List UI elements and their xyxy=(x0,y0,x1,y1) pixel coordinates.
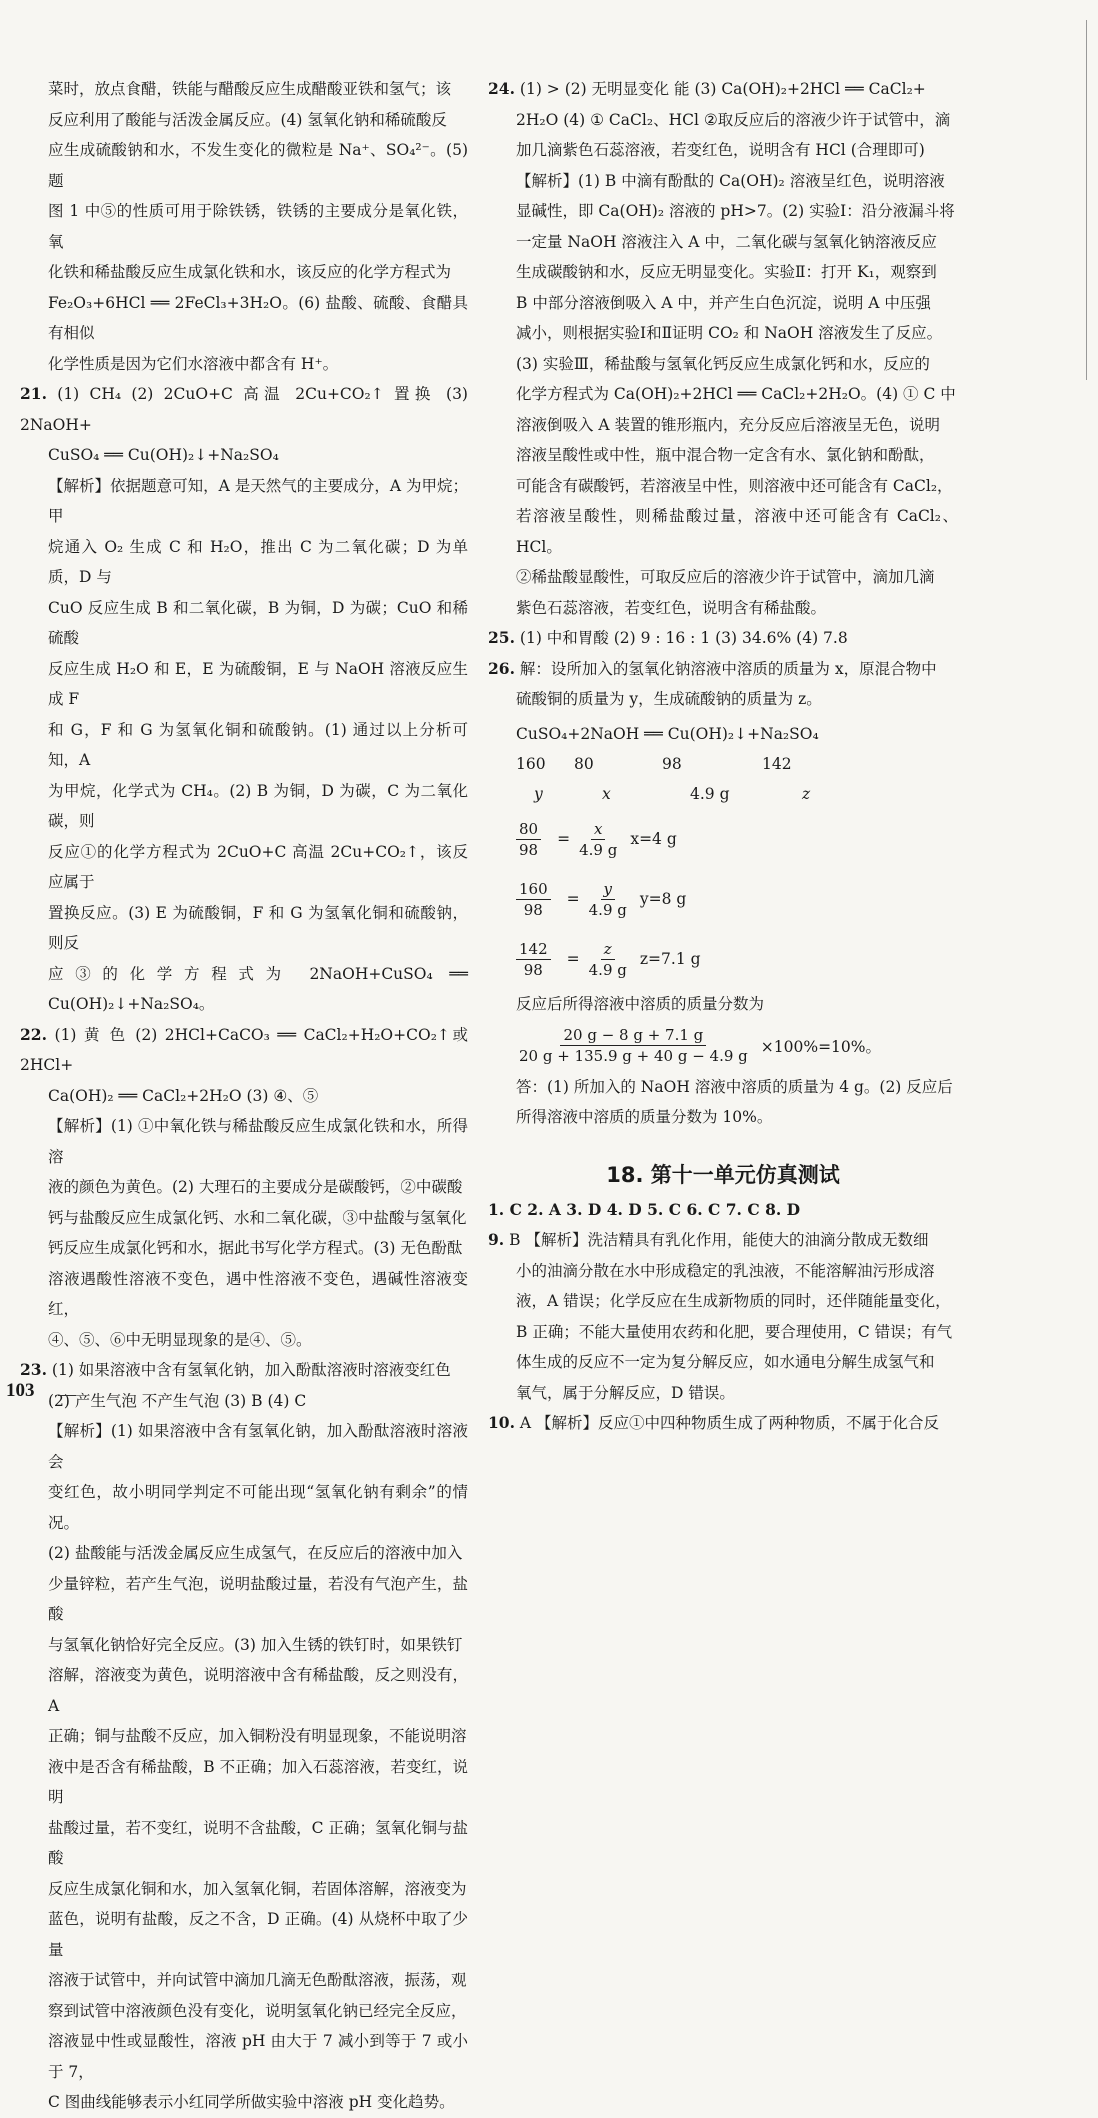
molar-mass: 98 xyxy=(662,755,682,773)
q26-molar-mass-row xyxy=(488,749,958,779)
q21-analysis-line: 烷通入 O₂ 生成 C 和 H₂O，推出 C 为二氧化碳；D 为单质，D 与 xyxy=(48,537,468,586)
q26-vars-row xyxy=(488,779,958,809)
q23-analysis-line: 溶液显中性或显酸性，溶液 pH 由大于 7 减小到等于 7 或小于 7， xyxy=(48,2032,468,2081)
q24-analysis-line: 显碱性，即 Ca(OH)₂ 溶液的 pH>7。(2) 实验Ⅰ：沿分液漏斗将 xyxy=(516,202,955,220)
q26-mass-fraction-intro: 反应后所得溶液中溶质的质量分数为 xyxy=(516,995,765,1013)
q23-analysis-line: 变红色，故小明同学判定不可能出现“氢氧化钠有剩余”的情况。 xyxy=(48,1483,468,1532)
unknown-var: y xyxy=(534,785,543,803)
fraction xyxy=(576,819,620,860)
page-edge-line xyxy=(1086,20,1087,380)
ratio-result: x=4 g xyxy=(630,830,677,848)
q24-analysis-line: B 中部分溶液倒吸入 A 中，并产生白色沉淀，说明 A 中压强 xyxy=(516,293,931,312)
q24-analysis-line: 紫色石蕊溶液，若变红色，说明含有稀盐酸。 xyxy=(516,598,827,617)
unknown-var: z xyxy=(802,785,811,803)
q21-answer-text: (1) CH₄ (2) 2CuO+C 高温 2Cu+CO₂↑ 置换 (3) 2NaOH+ xyxy=(20,385,468,434)
q22-analysis-line: ④、⑤、⑥中无明显现象的是④、⑤。 xyxy=(48,1330,312,1349)
q21-answer-cont: CuSO₄ ══ Cu(OH)₂↓+Na₂SO₄ xyxy=(48,446,279,464)
q21-analysis-line: 反应①的化学方程式为 2CuO+C 高温 2Cu+CO₂↑，该反应属于 xyxy=(48,842,468,891)
q24-number: 24. xyxy=(488,79,515,98)
q21-analysis-line: 为甲烷，化学式为 CH₄。(2) B 为铜，D 为碳，C 为二氧化碳，则 xyxy=(48,781,468,830)
q23-analysis-line: 蓝色，说明有盐酸，反之不含，D 正确。(4) 从烧杯中取了少量 xyxy=(48,1910,468,1959)
q9-text-line: 氧气，属于分解反应，D 错误。 xyxy=(516,1383,735,1402)
q22-answer-cont: Ca(OH)₂ ══ CaCl₂+2H₂O (3) ④、⑤ xyxy=(48,1086,319,1105)
unknown-var: 4.9 g xyxy=(690,785,730,803)
q26-ratio-y xyxy=(488,869,958,929)
q24-analysis-line: (3) 实验Ⅲ，稀盐酸与氢氧化钙反应生成氯化钙和水，反应的 xyxy=(516,354,930,373)
q26-ratio-x xyxy=(488,809,958,869)
q9-text-line: B 正确；不能大量使用农药和化肥，要合理使用，C 错误；有气 xyxy=(516,1322,953,1341)
page-number: 103 xyxy=(6,1380,35,1401)
q21-answer xyxy=(20,379,468,440)
text-line: 化学性质是因为它们水溶液中都含有 H⁺。 xyxy=(48,354,339,373)
q23-analysis-line: 反应生成氯化铜和水，加入氢氧化铜，若固体溶解，溶液变为 xyxy=(48,1879,467,1898)
molar-mass: 160 xyxy=(516,755,546,773)
molar-mass: 142 xyxy=(762,755,792,773)
q24-analysis-line: ②稀盐酸显酸性，可取反应后的溶液少许于试管中，滴加几滴 xyxy=(516,568,935,586)
numerator: y xyxy=(601,879,615,900)
q21-analysis-line: CuO 反应生成 B 和二氧化碳，B 为铜，D 为碳；CuO 和稀硫酸 xyxy=(48,598,468,647)
molar-mass: 80 xyxy=(574,755,594,773)
fraction xyxy=(586,939,630,980)
q23-analysis-line: 液中是否含有稀盐酸，B 不正确；加入石蕊溶液，若变红，说明 xyxy=(48,1757,468,1806)
numerator: x xyxy=(591,819,605,840)
fraction xyxy=(516,1025,751,1066)
q22-answer xyxy=(20,1020,468,1081)
q23-analysis-line: (2) 盐酸能与活泼金属反应生成氢气，在反应后的溶液中加入 xyxy=(48,1544,463,1562)
q24-answer-cont: 2H₂O (4) ① CaCl₂、HCl ②取反应后的溶液少许于试管中，滴 xyxy=(516,110,951,129)
text-line: 反应利用了酸能与活泼金属反应。(4) 氢氧化钠和稀硫酸反 xyxy=(48,110,447,129)
q24-analysis-line: 可能含有碳酸钙，若溶液呈中性，则溶液中还可能含有 CaCl₂， xyxy=(516,476,953,495)
mc-answers: 1. C 2. A 3. D 4. D 5. C 6. C 7. C 8. D xyxy=(488,1199,801,1219)
q9-answer xyxy=(488,1225,958,1256)
q23-number: 23. xyxy=(20,1360,47,1379)
q26-intro-text: 解：设所加入的氢氧化钠溶液中溶质的质量为 x，原混合物中 xyxy=(519,659,937,678)
q26-number: 26. xyxy=(488,658,515,678)
q23-answer-text: (1) 如果溶液中含有氢氧化钠，加入酚酞溶液时溶液变红色 xyxy=(51,1361,451,1379)
fraction xyxy=(516,939,551,980)
page-number-dash xyxy=(58,1395,76,1396)
numerator: 160 xyxy=(516,879,551,900)
numerator: 142 xyxy=(516,939,551,960)
q23-analysis-line: 【解析】(1) 如果溶液中含有氢氧化钠，加入酚酞溶液时溶液会 xyxy=(48,1422,468,1471)
q22-answer-text: (1) 黄 色 (2) 2HCl+CaCO₃ ══ CaCl₂+H₂O+CO₂↑或 2HCl+ xyxy=(20,1025,468,1074)
numerator: 20 g − 8 g + 7.1 g xyxy=(560,1025,706,1046)
q10-number: 10. xyxy=(488,1413,515,1432)
equals-sign: = xyxy=(557,830,571,848)
q24-answer xyxy=(488,74,958,105)
q22-analysis-line: 【解析】(1) ①中氧化铁与稀盐酸反应生成氯化铁和水，所得溶 xyxy=(48,1117,468,1166)
left-column xyxy=(20,74,468,2118)
text-line: 应生成硫酸钠和水，不发生变化的微粒是 Na⁺、SO₄²⁻。(5) 题 xyxy=(48,141,468,190)
denominator: 98 xyxy=(523,960,543,979)
q24-analysis-line: 化学方程式为 Ca(OH)₂+2HCl ══ CaCl₂+2H₂O。(4) ① C 中 xyxy=(516,385,956,403)
q21-analysis-line: 【解析】依据题意可知，A 是天然气的主要成分，A 为甲烷；甲 xyxy=(48,476,468,525)
ratio-result: y=8 g xyxy=(639,890,687,908)
equals-sign: = xyxy=(566,950,580,968)
q10-answer xyxy=(488,1408,958,1439)
q26-answer-line: 所得溶液中溶质的质量分数为 10%。 xyxy=(516,1108,773,1126)
q24-answer-cont: 加几滴紫色石蕊溶液，若变红色，说明含有 HCl (合理即可) xyxy=(516,141,925,159)
q26-intro-cont: 硫酸铜的质量为 y，生成硫酸钠的质量为 z。 xyxy=(516,690,822,708)
q24-analysis-line: 一定量 NaOH 溶液注入 A 中，二氧化碳与氢氧化钠溶液反应 xyxy=(516,232,937,251)
q21-analysis-line: 置换反应。(3) E 为硫酸铜，F 和 G 为氢氧化铜和硫酸钠，则反 xyxy=(48,903,468,952)
q24-analysis-line: 溶液倒吸入 A 装置的锥形瓶内，充分反应后溶液呈无色，说明 xyxy=(516,415,941,434)
q23-analysis-line: 盐酸过量，若不变红，说明不含盐酸，C 正确；氢氧化铜与盐酸 xyxy=(48,1818,468,1867)
q21-analysis-line: 应③的化学方程式为 2NaOH+CuSO₄ ══ Cu(OH)₂↓+Na₂SO₄。 xyxy=(48,964,468,1013)
equals-sign: = xyxy=(566,890,580,908)
final-result: ×100%=10%。 xyxy=(760,1037,882,1056)
q23-answer-cont: (2) 产生气泡 不产生气泡 (3) B (4) C xyxy=(48,1391,307,1410)
q21-analysis-line: 反应生成 H₂O 和 E，E 为硫酸铜，E 与 NaOH 溶液反应生成 F xyxy=(48,659,468,708)
q24-answer-text: (1) > (2) 无明显变化 能 (3) Ca(OH)₂+2HCl ══ CaCl₂+ xyxy=(519,80,926,98)
q21-number: 21. xyxy=(20,384,47,403)
q23-analysis-line: 正确；铜与盐酸不反应，加入铜粉没有明显现象，不能说明溶 xyxy=(48,1727,467,1745)
q25-number: 25. xyxy=(488,628,515,647)
q22-analysis-line: 溶液遇酸性溶液不变色，遇中性溶液不变色，遇碱性溶液变红， xyxy=(48,1269,468,1318)
q23-analysis-line: C 图曲线能够表示小红同学所做实验中溶液 pH 变化趋势。 xyxy=(48,2093,455,2111)
fraction xyxy=(586,879,630,920)
q25-answer xyxy=(488,623,958,654)
unknown-var: x xyxy=(602,785,611,803)
denominator: 4.9 g xyxy=(588,960,627,979)
section-title: 18. 第十一单元仿真测试 xyxy=(606,1162,840,1187)
q24-analysis-line: 生成碳酸钠和水，反应无明显变化。实验Ⅱ：打开 K₁，观察到 xyxy=(516,263,937,281)
q22-analysis-line: 钙反应生成氯化钙和水，据此书写化学方程式。(3) 无色酚酞 xyxy=(48,1239,463,1257)
q22-number: 22. xyxy=(20,1024,47,1044)
q26-equation: CuSO₄+2NaOH ══ Cu(OH)₂↓+Na₂SO₄ xyxy=(516,724,819,743)
q21-analysis-line: 和 G，F 和 G 为氢氧化铜和硫酸钠。(1) 通过以上分析可知，A xyxy=(48,720,468,769)
q22-analysis-line: 钙与盐酸反应生成氯化钙、水和二氧化碳，③中盐酸与氢氧化 xyxy=(48,1208,467,1227)
q23-analysis-line: 溶解，溶液变为黄色，说明溶液中含有稀盐酸，反之则没有，A xyxy=(48,1666,468,1715)
q24-analysis-line: 【解析】(1) B 中滴有酚酞的 Ca(OH)₂ 溶液呈红色，说明溶液 xyxy=(516,171,945,190)
text-line: 化铁和稀盐酸反应生成氯化铁和水，该反应的化学方程式为 xyxy=(48,263,452,281)
denominator: 4.9 g xyxy=(579,840,618,859)
q26-intro xyxy=(488,654,958,685)
q9-text-line: 液，A 错误；化学反应在生成新物质的同时，还伴随能量变化， xyxy=(516,1292,951,1310)
q26-final-fraction xyxy=(488,1020,958,1072)
q10-text: A 【解析】反应①中四种物质生成了两种物质，不属于化合反 xyxy=(519,1414,940,1432)
numerator: 80 xyxy=(516,819,541,840)
fraction xyxy=(516,819,541,860)
denominator: 4.9 g xyxy=(588,900,627,919)
denominator: 20 g + 135.9 g + 40 g − 4.9 g xyxy=(519,1047,748,1065)
q9-text-line: 小的油滴分散在水中形成稳定的乳浊液，不能溶解油污形成溶 xyxy=(516,1261,935,1280)
q24-analysis-line: 若溶液呈酸性，则稀盐酸过量，溶液中还可能含有 CaCl₂、HCl。 xyxy=(516,507,958,556)
q26-answer-line: 答：(1) 所加入的 NaOH 溶液中溶质的质量为 4 g。(2) 反应后 xyxy=(516,1077,953,1096)
denominator: 98 xyxy=(523,900,543,919)
q9-text-line: 体生成的反应不一定为复分解反应，如水通电分解生成氢气和 xyxy=(516,1353,935,1371)
q23-analysis-line: 察到试管中溶液颜色没有变化，说明氢氧化钠已经完全反应， xyxy=(48,2001,467,2020)
q9-number: 9. xyxy=(488,1230,505,1249)
fraction xyxy=(516,879,551,920)
ratio-result: z=7.1 g xyxy=(639,950,701,968)
q24-analysis-line: 减小，则根据实验Ⅰ和Ⅱ证明 CO₂ 和 NaOH 溶液发生了反应。 xyxy=(516,324,943,342)
text-line: 菜时，放点食醋，铁能与醋酸反应生成醋酸亚铁和氢气；该 xyxy=(48,80,452,98)
q22-analysis-line: 液的颜色为黄色。(2) 大理石的主要成分是碳酸钙，②中碳酸 xyxy=(48,1178,463,1196)
q24-analysis-line: 溶液呈酸性或中性，瓶中混合物一定含有水、氯化钠和酚酞， xyxy=(516,446,935,464)
q23-analysis-line: 溶液于试管中，并向试管中滴加几滴无色酚酞溶液，振荡，观 xyxy=(48,1971,467,1989)
numerator: z xyxy=(601,939,615,960)
q25-answer-text: (1) 中和胃酸 (2) 9 : 16 : 1 (3) 34.6% (4) 7.8 xyxy=(519,629,848,647)
q23-analysis-line: 与氢氧化钠恰好完全反应。(3) 加入生锈的铁钉时，如果铁钉 xyxy=(48,1635,463,1654)
q26-ratio-z xyxy=(488,929,958,989)
q9-text: B 【解析】洗洁精具有乳化作用，能使大的油滴分散成无数细 xyxy=(509,1231,929,1249)
text-line: 图 1 中⑤的性质可用于除铁锈，铁锈的主要成分是氧化铁，氧 xyxy=(48,202,468,251)
denominator: 98 xyxy=(519,840,539,859)
right-column xyxy=(488,74,958,1439)
q23-analysis-line: 少量锌粒，若产生气泡，说明盐酸过量，若没有气泡产生，盐酸 xyxy=(48,1574,468,1623)
q23-answer xyxy=(20,1355,468,1386)
text-line: Fe₂O₃+6HCl ══ 2FeCl₃+3H₂O。(6) 盐酸、硫酸、食醋具有相似 xyxy=(48,293,468,342)
